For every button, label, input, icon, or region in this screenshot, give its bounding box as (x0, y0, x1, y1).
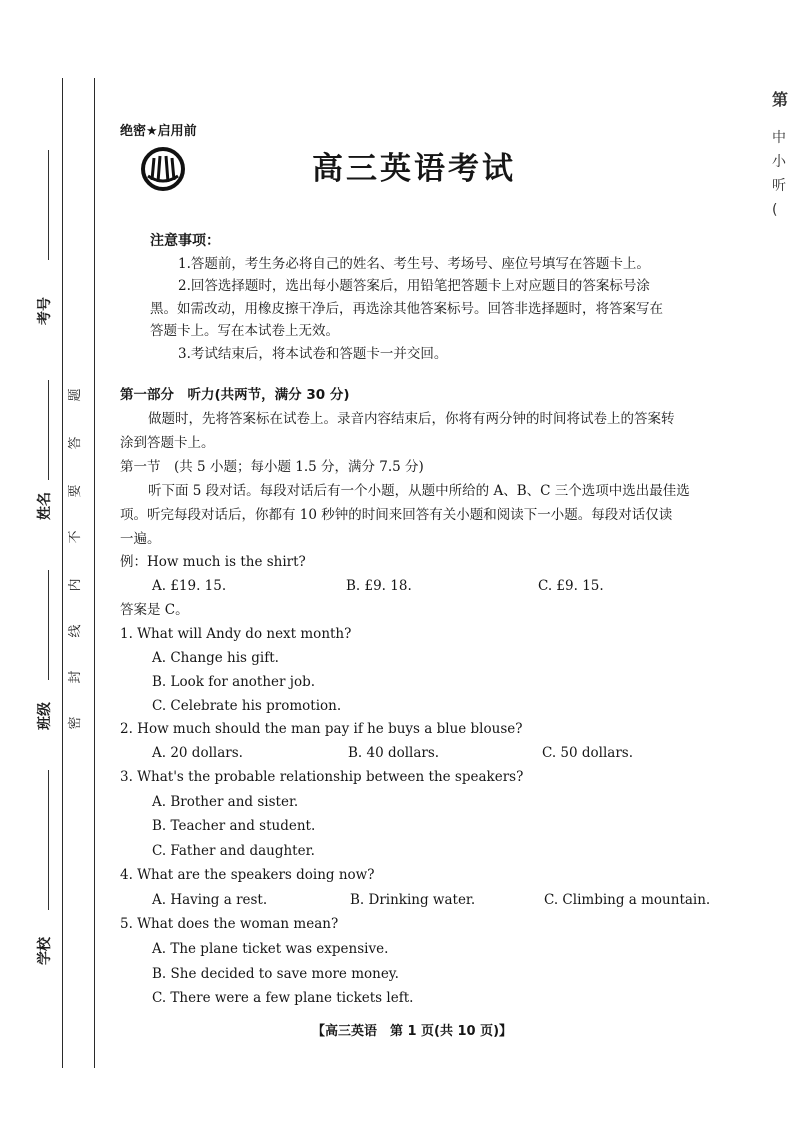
school-rule (48, 770, 49, 910)
exam-logo-icon (140, 146, 186, 192)
binding-line-inner (94, 78, 95, 1068)
example-option-c: C. £9. 15. (538, 578, 604, 594)
question-option: C. Celebrate his promotion. (152, 698, 342, 714)
edge-char: 听 (772, 178, 786, 194)
question-stem: 1. What will Andy do next month? (120, 626, 352, 642)
question-option: A. The plane ticket was expensive. (152, 941, 389, 957)
question-stem: 3. What's the probable relationship between the speakers? (120, 769, 524, 785)
seal-char: 内 (68, 578, 83, 592)
binding-margin (0, 0, 110, 1123)
question-option: C. 50 dollars. (542, 745, 634, 761)
question-option: A. Brother and sister. (152, 794, 299, 810)
class-label: 班级 (37, 702, 53, 730)
seal-char: 答 (68, 436, 83, 450)
binding-line-outer (62, 78, 63, 1068)
next-page-edge (772, 88, 794, 222)
notice-heading: 注意事项： (150, 233, 220, 249)
seal-char: 题 (68, 388, 83, 402)
question-option: C. Climbing a mountain. (544, 892, 711, 908)
example-option-a: A. £19. 15. (152, 578, 227, 594)
question-stem: 5. What does the woman mean? (120, 916, 339, 932)
seal-char: 要 (68, 484, 83, 498)
exam-title: 高三英语考试 (312, 151, 516, 187)
section-heading: 第一节 (共 5 小题；每小题 1.5 分，满分 7.5 分) (120, 459, 424, 475)
example-question: 例：How much is the shirt? (120, 554, 306, 570)
name-label: 姓名 (37, 492, 53, 520)
seal-char: 线 (68, 624, 83, 638)
question-option: B. She decided to save more money. (152, 966, 399, 982)
name-rule (48, 380, 49, 480)
example-option-b: B. £9. 18. (346, 578, 412, 594)
question-option: B. Teacher and student. (152, 818, 316, 834)
exam-no-rule (48, 150, 49, 260)
section-intro: 项。听完每段对话后，你都有 10 秒钟的时间来回答有关小题和阅读下一小题。每段对话仅读 (120, 507, 673, 523)
seal-char: 不 (68, 530, 83, 544)
part-heading: 第一部分 听力(共两节，满分 30 分) (120, 387, 350, 403)
notice-item: 2.回答选择题时，选出每小题答案后，用铅笔把答题卡上对应题目的答案标号涂 (178, 278, 650, 294)
notice-item: 答题卡上。写在本试卷上无效。 (150, 323, 339, 339)
section-intro: 听下面 5 段对话。每段对话后有一个小题，从题中所给的 A、B、C 三个选项中选出最佳选 (148, 483, 690, 499)
school-label: 学校 (37, 937, 53, 965)
edge-char: 第 (772, 90, 789, 109)
question-option: B. Look for another job. (152, 674, 316, 690)
question-option: C. There were a few plane tickets left. (152, 990, 414, 1006)
part-intro: 做题时，先将答案标在试卷上。录音内容结束后，你将有两分钟的时间将试卷上的答案转 (148, 411, 675, 427)
example-answer: 答案是 C。 (120, 602, 189, 618)
part-intro: 涂到答题卡上。 (120, 435, 215, 451)
question-stem: 4. What are the speakers doing now? (120, 867, 375, 883)
page-footer: 【高三英语 第 1 页(共 10 页)】 (311, 1024, 513, 1039)
notice-item: 1.答题前，考生务必将自己的姓名、考生号、考场号、座位号填写在答题卡上。 (178, 256, 650, 272)
edge-char: ( (772, 202, 778, 218)
edge-char: 小 (772, 154, 786, 170)
seal-char: 封 (68, 670, 83, 684)
question-option: C. Father and daughter. (152, 843, 315, 859)
confidential-mark: 绝密★启用前 (120, 124, 197, 139)
exam-no-label: 考号 (37, 297, 53, 325)
question-option: A. Having a rest. (152, 892, 268, 908)
notice-item: 黑。如需改动，用橡皮擦干净后，再选涂其他答案标号。回答非选择题时，将答案写在 (150, 301, 663, 317)
question-option: B. Drinking water. (350, 892, 476, 908)
class-rule (48, 570, 49, 680)
seal-char: 密 (68, 716, 83, 730)
question-option: A. 20 dollars. (152, 745, 243, 761)
edge-char: 中 (772, 130, 786, 146)
notice-item: 3.考试结束后，将本试卷和答题卡一并交回。 (178, 346, 448, 362)
section-intro: 一遍。 (120, 531, 161, 547)
question-stem: 2. How much should the man pay if he buys a blue blouse? (120, 721, 523, 737)
question-option: B. 40 dollars. (348, 745, 440, 761)
question-option: A. Change his gift. (152, 650, 279, 666)
